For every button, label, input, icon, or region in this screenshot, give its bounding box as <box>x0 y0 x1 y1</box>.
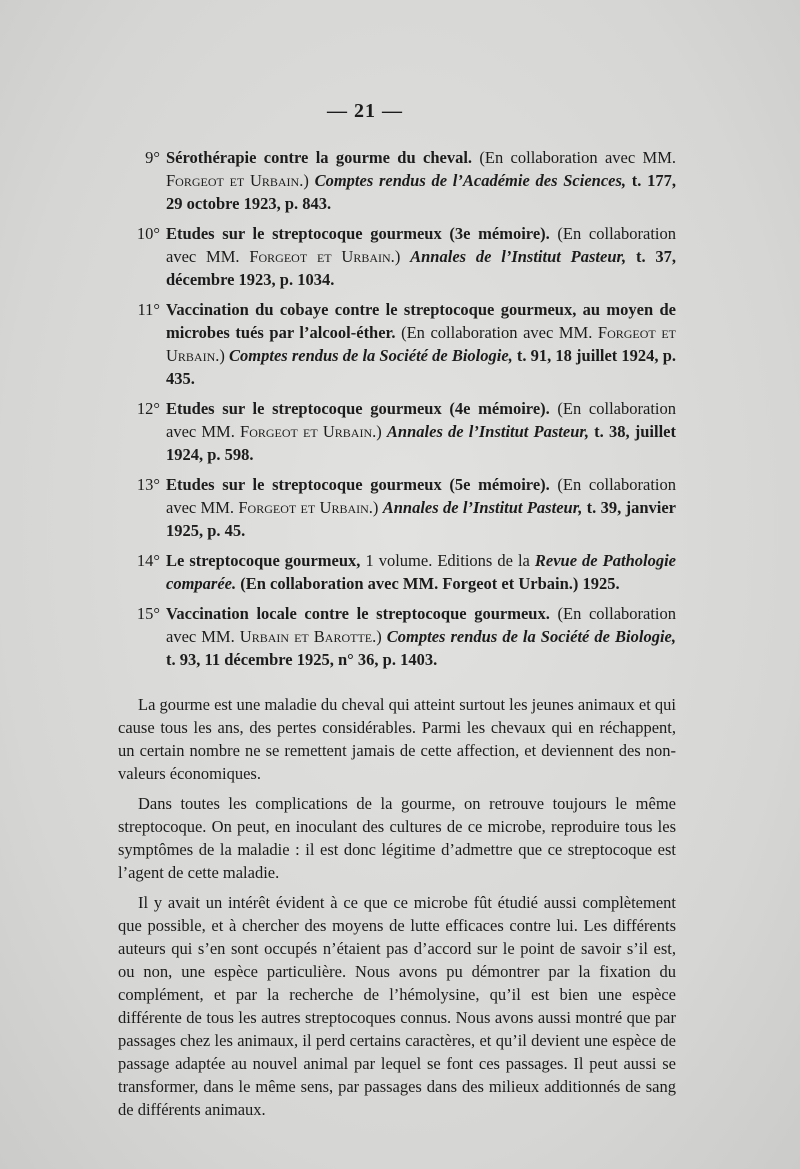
reference-item <box>136 549 676 595</box>
reference-journal: Annales de l’Institut Pasteur, <box>382 498 583 517</box>
reference-title: Le streptocoque gourmeux, <box>166 551 361 570</box>
reference-authors: Forgeot et Urbain. <box>166 323 676 365</box>
reference-number: 11° <box>137 300 160 319</box>
reference-journal: Comptes rendus de l’Académie des Sciences, <box>314 171 627 190</box>
reference-title: Vaccination du cobaye contre le streptocoque gourmeux, au moyen de microbes tués par l’alcool-éther. <box>166 300 676 342</box>
reference-details: (En collaboration avec MM. Forgeot et Urbain.) 1925. <box>236 574 620 593</box>
reference-collab-close: ) <box>394 247 411 266</box>
paragraph: Dans toutes les complications de la gourme, on retrouve toujours le même streptocoque. On peut, en inoculant des cultures de ce microbe, reproduire tous les symptômes de la maladie : il est donc légitime d’admettre que ce streptocoque est l’agent de cette maladie. <box>118 794 676 882</box>
reference-details: t. 38, juillet 1924, p. 598. <box>166 422 676 464</box>
reference-title: Sérothérapie contre la gourme du cheval. <box>166 148 473 167</box>
reference-details: t. 39, janvier 1925, p. 45. <box>166 498 676 540</box>
reference-collab-close: ) <box>219 346 230 365</box>
reference-item <box>136 397 676 466</box>
reference-authors: Forgeot et Urbain. <box>249 247 395 266</box>
paragraph: Il y avait un intérêt évident à ce que ce microbe fût étudié aussi complètement que possible, et à chercher des moyens de lutte efficaces contre lui. Les différents auteurs qui s’en sont occupés n’étaient pas d’accord sur le point de savoir s’il est, ou non, une espèce particulière. Nous avons pu démontrer par la fixation du complément, et par la recherche de l’hémolysine, qu’il est bien une espèce différente de tous les autres streptocoques connus. Nous avons aussi montré que par passages chez les animaux, il perd certains caractères, et qu’il devient une espèce de passage adaptée au nouvel animal par lequel se font ces passages. Il peut aussi se transformer, dans le même sens, par passages dans des milieux additionnés de sang de différents animaux. <box>118 893 676 1119</box>
reference-list <box>136 146 676 678</box>
reference-number: 12° <box>136 399 160 418</box>
reference-item <box>145 146 676 215</box>
reference-title: Etudes sur le streptocoque gourmeux (5e mémoire). <box>166 475 550 494</box>
reference-details: t. 91, 18 juillet 1924, p. 435. <box>166 346 676 388</box>
reference-item <box>136 473 676 542</box>
reference-collab-close: ) <box>376 422 387 441</box>
reference-text <box>166 602 676 671</box>
reference-number: 14° <box>136 551 160 570</box>
reference-number: 13° <box>136 475 160 494</box>
reference-journal: Annales de l’Institut Pasteur, <box>386 422 590 441</box>
reference-collab-close: ) <box>376 627 387 646</box>
reference-journal: Comptes rendus de la Société de Biologie, <box>229 346 513 365</box>
reference-text <box>166 146 676 215</box>
reference-text <box>166 222 676 291</box>
page-number: — 21 — <box>327 100 403 122</box>
reference-details: t. 93, 11 décembre 1925, n° 36, p. 1403. <box>166 650 438 669</box>
reference-details: t. 37, décembre 1923, p. 1034. <box>166 247 676 289</box>
reference-collab: (En collaboration avec MM. <box>166 604 676 646</box>
reference-collab-close: ) <box>372 498 383 517</box>
reference-journal: Comptes rendus de la Société de Biologie, <box>386 627 676 646</box>
reference-item <box>136 222 676 291</box>
reference-collab: (En collaboration avec MM. <box>395 323 598 342</box>
reference-collab: (En collaboration avec MM. <box>166 224 676 266</box>
reference-authors: Urbain et Barotte. <box>239 627 377 646</box>
reference-authors: Forgeot et Urbain. <box>166 171 304 190</box>
reference-number: 10° <box>136 224 160 243</box>
reference-text <box>166 298 676 390</box>
reference-number: 9° <box>145 148 160 167</box>
reference-text <box>166 473 676 542</box>
reference-text <box>166 397 676 466</box>
reference-journal: Annales de l’Institut Pasteur, <box>410 247 627 266</box>
reference-number: 15° <box>136 604 160 623</box>
reference-item <box>136 602 676 671</box>
reference-text <box>166 549 676 595</box>
reference-collab: (En collaboration avec MM. <box>472 148 676 167</box>
reference-details: t. 177, 29 octobre 1923, p. 843. <box>166 171 676 213</box>
reference-title: Etudes sur le streptocoque gourmeux (3e mémoire). <box>166 224 550 243</box>
reference-title: Etudes sur le streptocoque gourmeux (4e mémoire). <box>166 399 550 418</box>
reference-authors: Forgeot et Urbain. <box>238 498 373 517</box>
reference-collab-close: ) <box>303 171 315 190</box>
body-text <box>118 693 676 1128</box>
paragraph: La gourme est une maladie du cheval qui atteint surtout les jeunes animaux et qui cause tous les ans, des pertes considérables. Parmi les chevaux qui en réchappent, un certain nombre ne se remettent jamais de cette affection, et deviennent des non-valeurs économiques. <box>118 695 676 783</box>
reference-journal: Revue de Pathologie comparée. <box>166 551 676 593</box>
reference-collab: 1 volume. Editions de la <box>360 551 535 570</box>
reference-item <box>137 298 676 390</box>
reference-collab: (En collaboration avec MM. <box>166 475 676 517</box>
reference-collab: (En collaboration avec MM. <box>166 399 676 441</box>
reference-title: Vaccination locale contre le streptocoque gourmeux. <box>166 604 550 623</box>
reference-authors: Forgeot et Urbain. <box>240 422 377 441</box>
